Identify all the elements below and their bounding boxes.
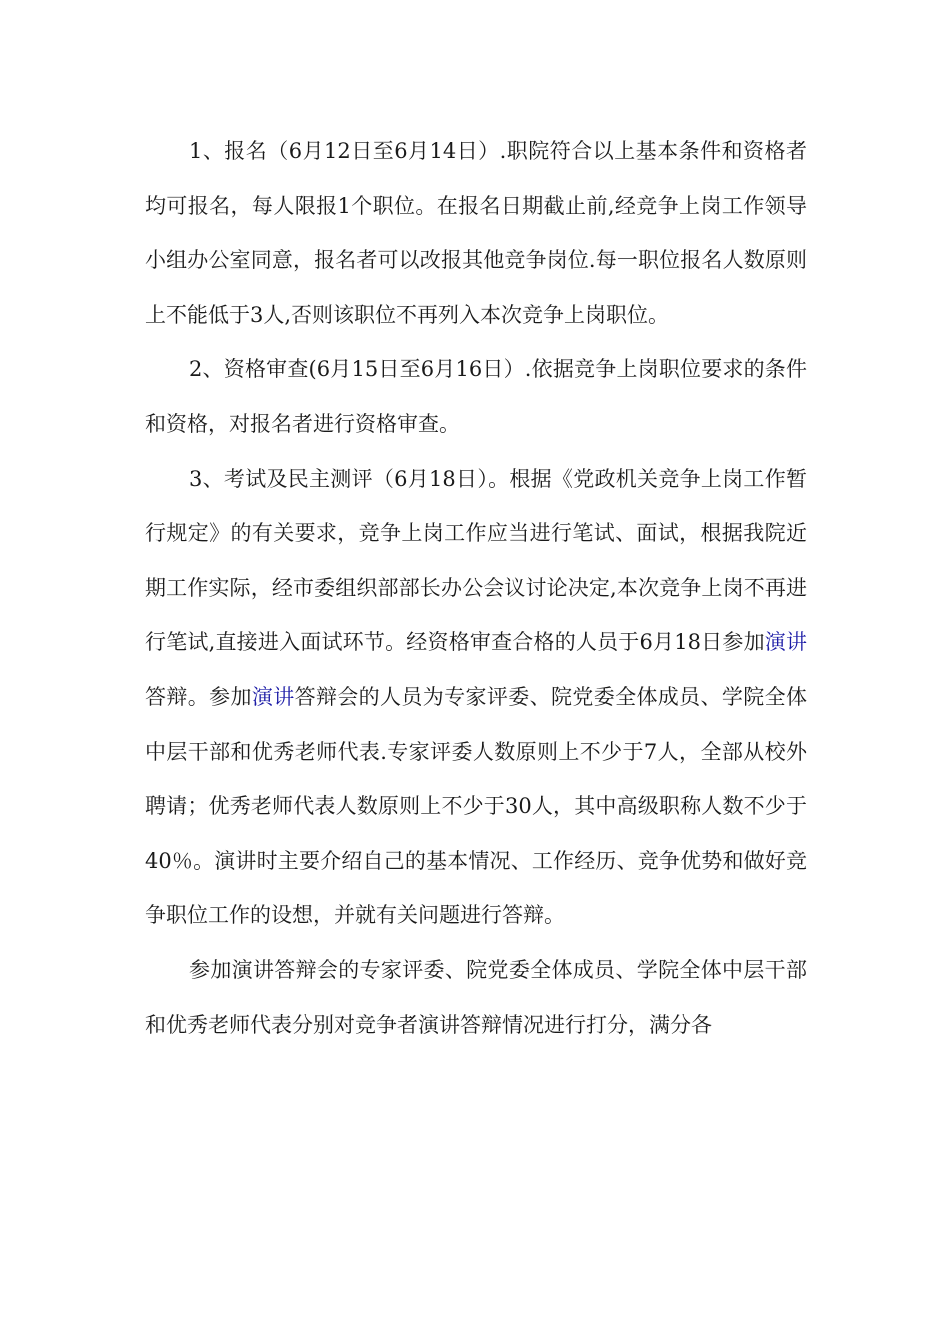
paragraph-exam-evaluation: [145, 452, 807, 943]
paragraph-text: 参加演讲答辩会的专家评委、院党委全体成员、学院全体中层干部和优秀老师代表分别对竞争者演讲答辩情况进行打分，满分各: [145, 957, 807, 1037]
document-body: [145, 124, 807, 1052]
paragraph-text: 3、考试及民主测评（6月18日）。根据《党政机关竞争上岗工作暂行规定》的有关要求，竞争上岗工作应当进行笔试、面试，根据我院近期工作实际，经市委组织部部长办公会议讨论决定,本次竞争上岗不再进行笔试,直接进入面试环节。经资格审查合格的人员于6月18日参加: [145, 466, 807, 655]
speech-link[interactable]: 演讲: [251, 684, 295, 709]
paragraph-text: 答辩。参加: [145, 684, 252, 709]
paragraph-text: 答辩会的人员为专家评委、院党委全体成员、学院全体中层干部和优秀老师代表.专家评委人数原则上不少于7人，全部从校外聘请；优秀老师代表人数原则上不少于30人，其中高级职称人数不少于40％。演讲时主要介绍自己的基本情况、工作经历、竞争优势和做好竞争职位工作的设想，并就有关问题进行答辩。: [145, 684, 808, 928]
paragraph-text: 1、报名（6月12日至6月14日）.职院符合以上基本条件和资格者均可报名，每人限报1个职位。在报名日期截止前,经竞争上岗工作领导小组办公室同意，报名者可以改报其他竞争岗位.每一职位报名人数原则上不能低于3人,否则该职位不再列入本次竞争上岗职位。: [145, 139, 807, 327]
speech-link[interactable]: 演讲: [764, 630, 807, 655]
paragraph-text: 2、资格审查(6月15日至6月16日）.依据竞争上岗职位要求的条件和资格，对报名者进行资格审查。: [145, 357, 807, 436]
paragraph-qualification-review: [145, 342, 807, 451]
paragraph-registration: [145, 124, 807, 342]
paragraph-scoring: [145, 943, 807, 1052]
